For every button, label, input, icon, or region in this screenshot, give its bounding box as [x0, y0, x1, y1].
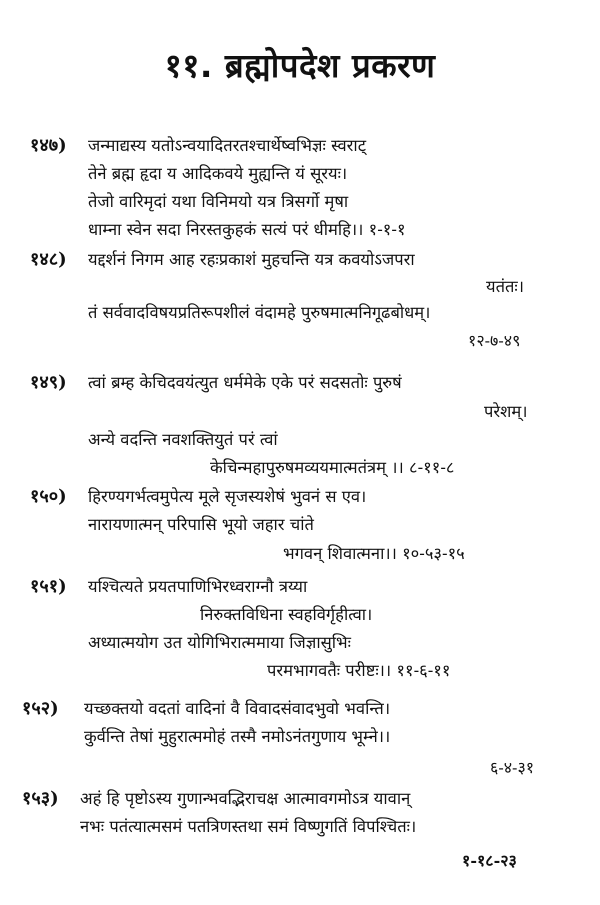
verse-line: परमभागवतैः परीष्टः।। ११-६-११ [267, 661, 451, 680]
verse-number: १५३) [22, 788, 59, 809]
verse-line: धाम्ना स्वेन सदा निरस्तकुहकं सत्यं परं धीमहि।। १-१-१ [88, 220, 406, 239]
verse-reference: १-१८-२३ [462, 851, 517, 870]
verse-line: यश्चित्यते प्रयतपाणिभिरध्वराग्नौ त्रय्या [88, 577, 308, 596]
verse-number: १५१) [30, 576, 67, 597]
verse-line: भगवन् शिवात्मना।। १०-५३-१५ [283, 544, 465, 563]
verse-line: नभः पतंत्यात्मसमं पतत्रिणस्तथा समं विष्णुगतिं विपश्चितः। [80, 817, 417, 836]
verse-line: हिरण्यगर्भत्वमुपेत्य मूले सृजस्यशेषं भुवनं स एव। [88, 487, 367, 506]
verse-number: १४९) [30, 372, 67, 393]
verse-reference: १२-७-४९ [468, 331, 521, 350]
verse-line: यतंतः। [486, 277, 524, 296]
verse-line: अध्यात्मयोग उत योगिभिरात्ममाया जिज्ञासुभिः [88, 633, 351, 652]
chapter-title: ११. ब्रह्मोपदेश प्रकरण [164, 46, 436, 85]
verse-line: यद्दर्शनं निगम आह रहःप्रकाशं मुहचन्ति यत्र कवयोऽजपरा [88, 250, 415, 269]
verse-line: परेशम्। [484, 402, 528, 421]
verse-line: यच्छक्तयो वदतां वादिनां वै विवादसंवादभुवो भवन्ति। [84, 699, 391, 718]
verse-line: जन्माद्यस्य यतोऽन्वयादितरतश्चार्थेष्वभिज्ञः स्वराट् [88, 136, 367, 155]
verse-line: तेने ब्रह्म हृदा य आदिकवये मुह्यन्ति यं सूरयः। [88, 164, 348, 183]
verse-line: केचिन्महापुरुषमव्ययमात्मतंत्रम् ।। ८-११-८ [210, 458, 455, 477]
verse-number: १५२) [22, 698, 59, 719]
verse-line: तं सर्ववादविषयप्रतिरूपशीलं वंदामहे पुरुषमात्मनिगूढबोधम्। [88, 303, 431, 322]
verse-line: तेजो वारिमृदां यथा विनिमयो यत्र त्रिसर्गो मृषा [88, 192, 349, 211]
verse-number: १४८) [30, 249, 67, 270]
verse-line: अन्ये वदन्ति नवशक्तियुतं परं त्वां [88, 430, 278, 449]
verse-number: १५०) [30, 486, 67, 507]
verse-number: १४७) [30, 135, 67, 156]
verse-line: निरुक्तविधिना स्वहविर्गृहीत्वा। [200, 605, 373, 624]
verse-line: कुर्वन्ति तेषां मुहुरात्ममोहं तस्मै नमोऽनंतगुणाय भूम्ने।। [84, 727, 391, 746]
verse-line: अहं हि पृष्टोऽस्य गुणान्भवद्भिराचक्ष आत्मावगमोऽत्र यावान् [80, 789, 411, 808]
verse-line: नारायणात्मन् परिपासि भूयो जहार चांते [88, 515, 314, 534]
verse-line: त्वां ब्रम्ह केचिदवयंत्युत धर्ममेके एके परं सदसतोः पुरुषं [88, 373, 402, 392]
verse-reference: ६-४-३१ [490, 758, 535, 777]
